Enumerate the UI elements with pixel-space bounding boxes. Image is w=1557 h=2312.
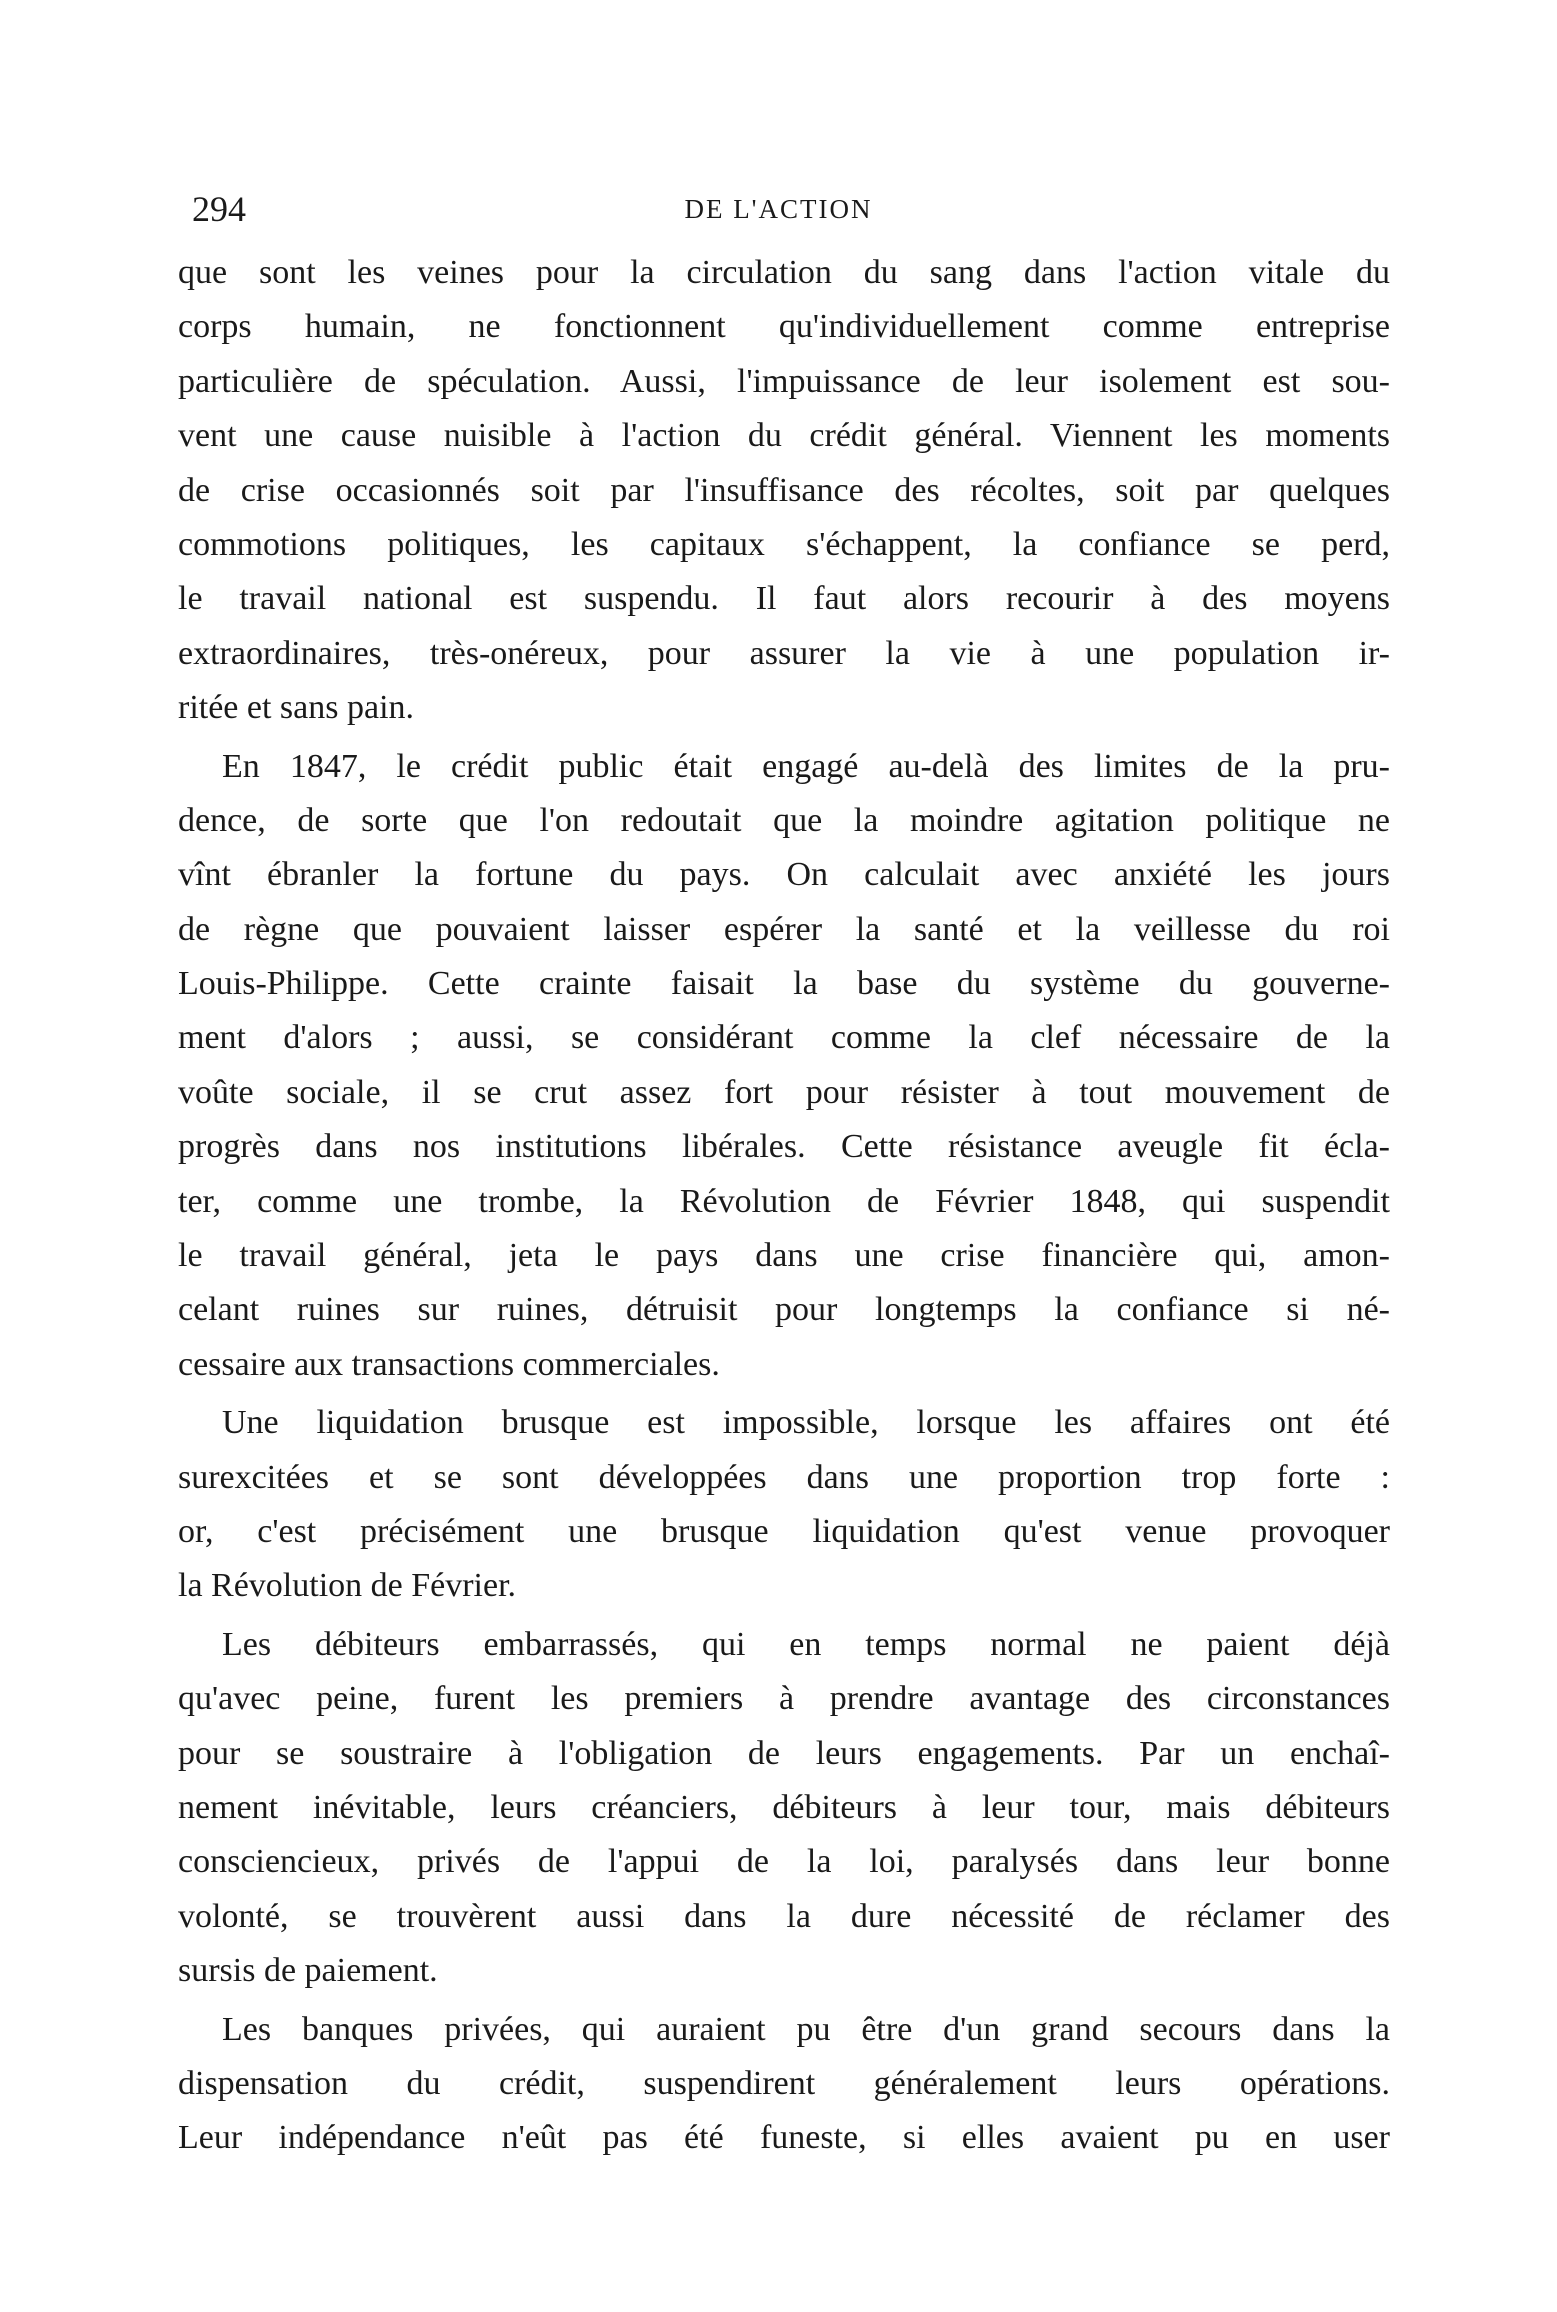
paragraph xyxy=(178,246,1390,736)
paragraph xyxy=(178,1396,1390,1614)
text-line: vînt ébranler la fortune du pays. On calculait avec anxiété les jours xyxy=(178,856,1390,894)
text-line: qu'avec peine, furent les premiers à prendre avantage des circonstances xyxy=(178,1680,1390,1718)
text-line: Leur indépendance n'eût pas été funeste, si elles avaient pu en user xyxy=(178,2119,1390,2157)
text-line: nement inévitable, leurs créanciers, débiteurs à leur tour, mais débiteurs xyxy=(178,1788,1390,1826)
text-line: pour se soustraire à l'obligation de leurs engagements. Par un enchaî- xyxy=(178,1734,1390,1772)
paragraph xyxy=(178,740,1390,1393)
text-line: progrès dans nos institutions libérales. Cette résistance aveugle fit écla- xyxy=(178,1128,1390,1166)
text-line: de crise occasionnés soit par l'insuffisance des récoltes, soit par quelques xyxy=(178,471,1390,509)
text-line: surexcitées et se sont développées dans une proportion trop forte : xyxy=(178,1458,1390,1496)
running-title: DE L'ACTION xyxy=(684,194,873,224)
text-line: Louis-Philippe. Cette crainte faisait la base du système du gouverne- xyxy=(178,965,1390,1003)
text-line: dispensation du crédit, suspendirent généralement leurs opérations. xyxy=(178,2064,1390,2102)
text-line: Une liquidation brusque est impossible, lorsque les affaires ont été xyxy=(222,1404,1390,1442)
text-line: Les banques privées, qui auraient pu être d'un grand secours dans la xyxy=(222,2010,1390,2048)
text-line: le travail général, jeta le pays dans une crise financière qui, amon- xyxy=(178,1237,1390,1275)
text-line: corps humain, ne fonctionnent qu'individuellement comme entreprise xyxy=(178,308,1390,346)
text-line: En 1847, le crédit public était engagé au-delà des limites de la pru- xyxy=(222,747,1390,785)
page-number: 294 xyxy=(192,189,246,229)
text-line: particulière de spéculation. Aussi, l'impuissance de leur isolement est sou- xyxy=(178,362,1390,400)
text-line: ritée et sans pain. xyxy=(178,689,415,727)
text-line: vent une cause nuisible à l'action du crédit général. Viennent les moments xyxy=(178,417,1390,455)
page-body xyxy=(178,246,1390,2170)
text-line: de règne que pouvaient laisser espérer la santé et la veillesse du roi xyxy=(178,910,1390,948)
text-line: or, c'est précisément une brusque liquidation qu'est venue provoquer xyxy=(178,1512,1390,1550)
text-line: la Révolution de Février. xyxy=(178,1567,517,1605)
text-line: ment d'alors ; aussi, se considérant comme la clef nécessaire de la xyxy=(178,1019,1390,1057)
text-line: que sont les veines pour la circulation du sang dans l'action vitale du xyxy=(178,254,1390,291)
text-line: consciencieux, privés de l'appui de la loi, paralysés dans leur bonne xyxy=(178,1843,1390,1881)
text-line: dence, de sorte que l'on redoutait que la moindre agitation politique ne xyxy=(178,801,1390,839)
paragraph xyxy=(178,1618,1390,1999)
text-line: commotions politiques, les capitaux s'échappent, la confiance se perd, xyxy=(178,525,1390,563)
text-line: Les débiteurs embarrassés, qui en temps normal ne paient déjà xyxy=(222,1625,1390,1663)
text-line: volonté, se trouvèrent aussi dans la dure nécessité de réclamer des xyxy=(178,1897,1390,1935)
paragraph xyxy=(178,2003,1390,2166)
text-line: extraordinaires, très-onéreux, pour assurer la vie à une population ir- xyxy=(178,634,1390,672)
text-line: voûte sociale, il se crut assez fort pour résister à tout mouvement de xyxy=(178,1073,1390,1111)
text-line: celant ruines sur ruines, détruisit pour longtemps la confiance si né- xyxy=(178,1291,1390,1329)
text-line: sursis de paiement. xyxy=(178,1952,438,1990)
text-line: ter, comme une trombe, la Révolution de Février 1848, qui suspendit xyxy=(178,1182,1390,1220)
text-line: cessaire aux transactions commerciales. xyxy=(178,1345,720,1383)
text-line: le travail national est suspendu. Il faut alors recourir à des moyens xyxy=(178,580,1390,618)
